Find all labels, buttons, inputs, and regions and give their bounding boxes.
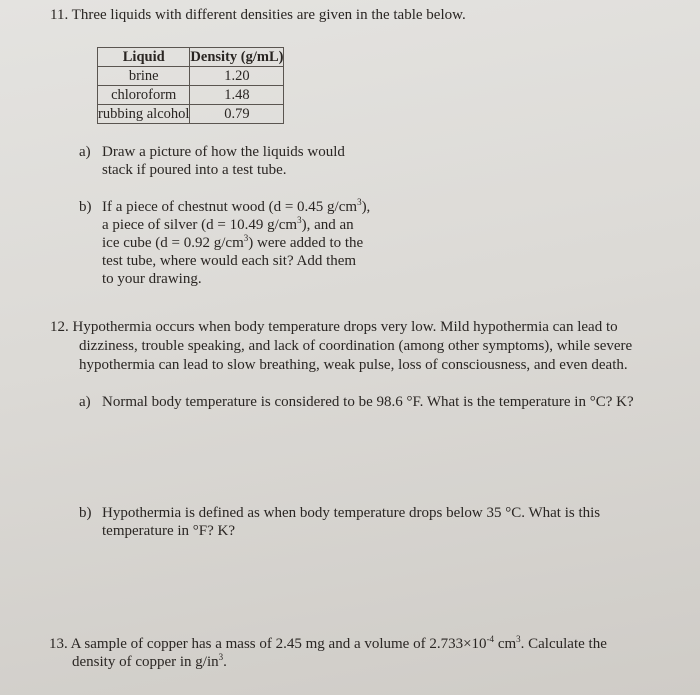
q11-title: 11. Three liquids with different densities are given in the table below. — [50, 7, 466, 23]
q11b-line: ice cube (d = 0.92 $g/cm^3$) were added to the — [102, 233, 364, 251]
q12-line: hypothermia can lead to slow breathing, weak pulse, loss of consciousness, and even death. — [79, 357, 628, 373]
cell-density: 0.79 — [190, 105, 284, 124]
cell-density: 1.20 — [190, 67, 284, 86]
q12b-line: Hypothermia is defined as when body temperature drops below 35 °C. What is this — [102, 505, 601, 521]
q12b-label: b) — [79, 505, 92, 521]
table-row — [98, 67, 284, 86]
q11b-line: to your drawing. — [102, 271, 202, 287]
col-density: Density (g/mL) — [190, 48, 284, 65]
q13-line: 13. A sample of copper has a mass of 2.45 mg and a volume of $2.733\times 10^{-4}$ $cm^3$. Calculate the — [49, 634, 607, 652]
q11a-label: a) — [79, 144, 91, 160]
table-header — [98, 48, 284, 67]
q12-line: dizziness, trouble speaking, and lack of coordination (among other symptoms), while severe — [79, 338, 633, 354]
table-row — [98, 86, 284, 105]
cell-liquid: brine — [98, 67, 190, 86]
q12-line: 12. Hypothermia occurs when body temperature drops very low. Mild hypothermia can lead to — [50, 319, 618, 335]
cell-liquid: chloroform — [98, 86, 190, 105]
q12b-line: temperature in °F? K? — [102, 523, 236, 539]
col-liquid: Liquid — [98, 48, 190, 67]
q11b-line: a piece of silver (d = 10.49 $g/cm^3$), and an — [102, 215, 354, 233]
q12a-text: Normal body temperature is considered to be 98.6 °F. What is the temperature in °C? K? — [102, 394, 634, 410]
q12a-label: a) — [79, 394, 91, 410]
table-row — [98, 105, 284, 124]
cell-liquid: rubbing alcohol — [98, 105, 190, 122]
cell-density: 1.48 — [190, 86, 284, 105]
q11b-line: test tube, where would each sit? Add them — [102, 253, 357, 269]
q11b-label: b) — [79, 199, 92, 215]
q11a-line: stack if poured into a test tube. — [102, 162, 287, 178]
density-table — [97, 47, 284, 124]
q13-line: density of copper in $g/in^3$. — [72, 652, 227, 670]
q11b-line: If a piece of chestnut wood (d = 0.45 $g/cm^3$), — [102, 197, 371, 215]
q11a-line: Draw a picture of how the liquids would — [102, 144, 345, 160]
